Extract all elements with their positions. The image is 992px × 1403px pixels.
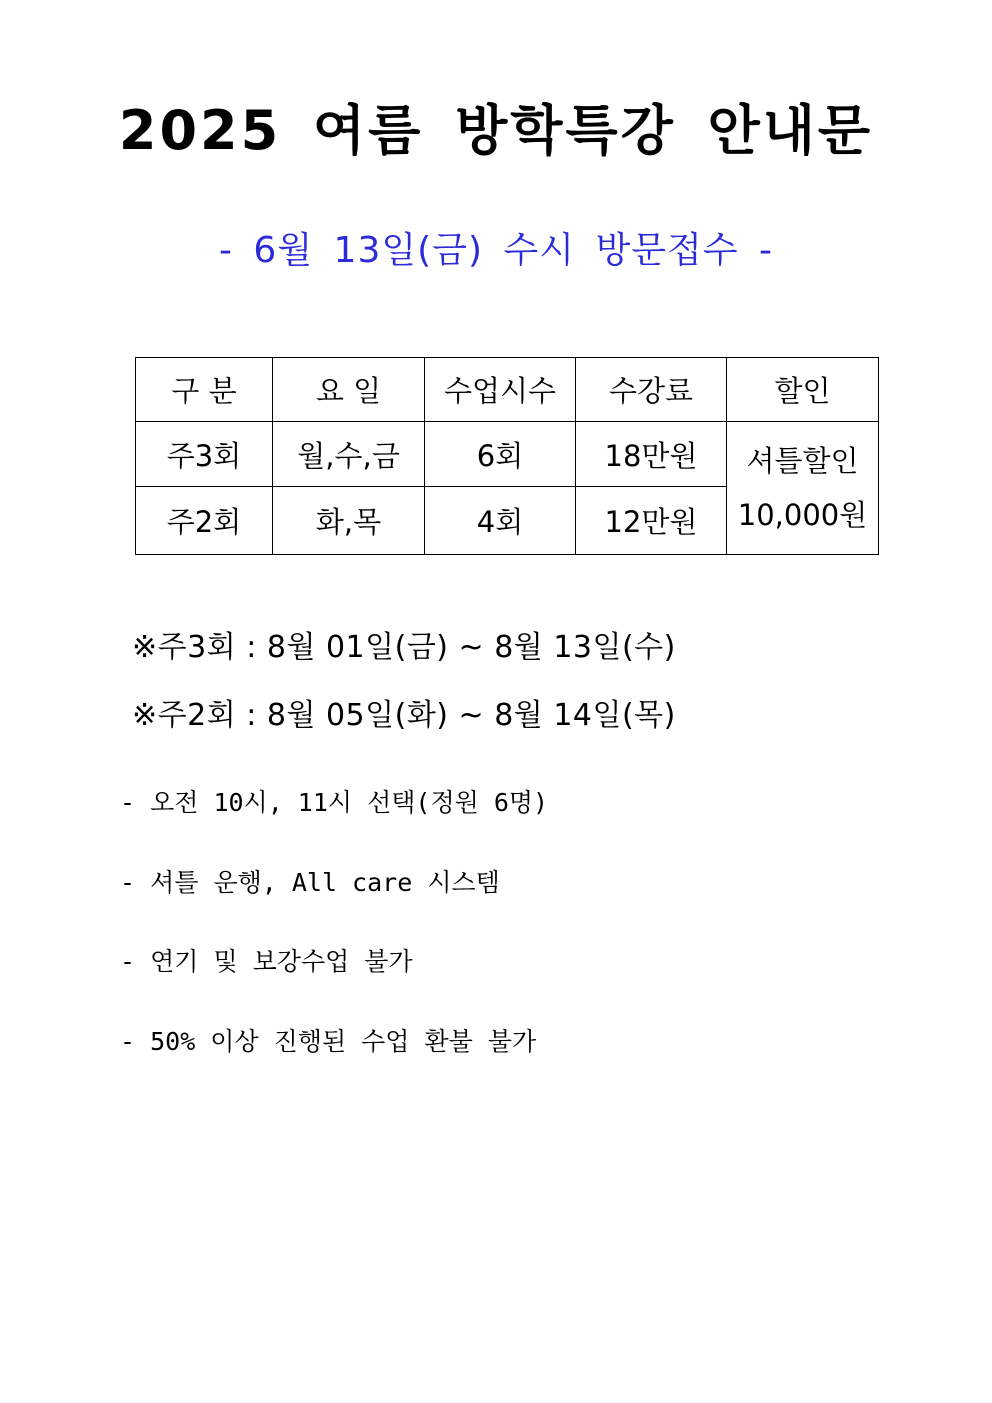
header-days: 요 일 xyxy=(273,358,425,422)
cell-category: 주2회 xyxy=(136,487,273,555)
schedule-2-times: ※주2회 : 8월 05일(화) ~ 8월 14일(목) xyxy=(132,698,676,733)
note-no-postpone: - 연기 및 보강수업 불가 xyxy=(120,947,413,976)
discount-label: 셔틀할인 xyxy=(746,444,859,478)
header-sessions: 수업시수 xyxy=(425,358,576,422)
cell-category: 주3회 xyxy=(136,422,273,487)
header-discount: 할인 xyxy=(727,358,879,422)
discount-cell xyxy=(727,422,879,555)
page-title: 2025 여름 방학특강 안내문 xyxy=(118,99,874,162)
note-refund: - 50% 이상 진행된 수업 환불 불가 xyxy=(120,1027,537,1056)
cell-fee: 18만원 xyxy=(576,422,727,487)
cell-sessions: 4회 xyxy=(425,487,576,555)
subtitle: - 6월 13일(금) 수시 방문접수 - xyxy=(219,230,773,271)
cell-fee: 12만원 xyxy=(576,487,727,555)
discount-amount: 10,000원 xyxy=(737,498,868,532)
table-header-row xyxy=(136,358,879,422)
fee-table xyxy=(135,357,879,555)
note-class-time: - 오전 10시, 11시 선택(정원 6명) xyxy=(120,788,549,817)
cell-sessions: 6회 xyxy=(425,422,576,487)
header-category: 구 분 xyxy=(136,358,273,422)
note-shuttle: - 셔틀 운행, All care 시스템 xyxy=(120,868,500,897)
cell-days: 화,목 xyxy=(273,487,425,555)
cell-days: 월,수,금 xyxy=(273,422,425,487)
table-row xyxy=(136,422,879,487)
schedule-3-times: ※주3회 : 8월 01일(금) ~ 8월 13일(수) xyxy=(132,630,676,665)
header-fee: 수강료 xyxy=(576,358,727,422)
